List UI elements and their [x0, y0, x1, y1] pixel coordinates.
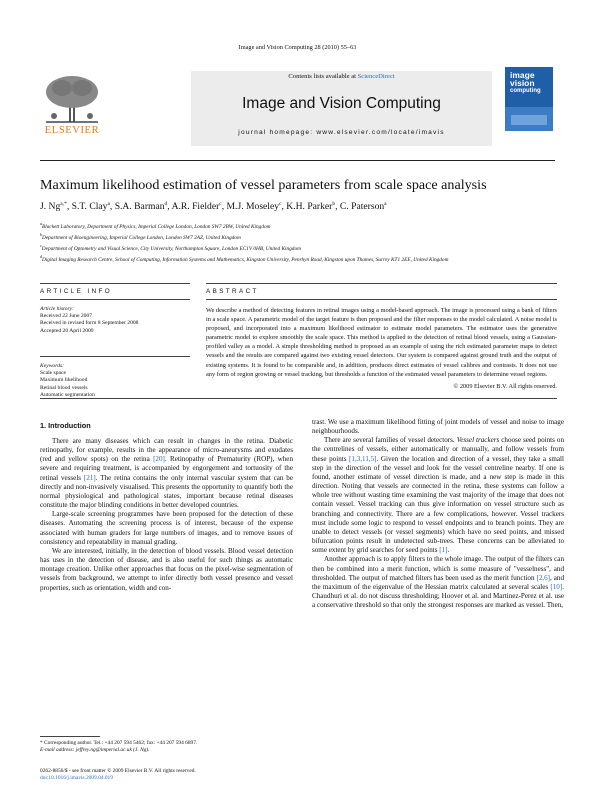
keyword: Maximum likelihood — [40, 377, 88, 384]
abstract-rule-2 — [206, 299, 557, 300]
keyword: Retinal blood vessels — [40, 384, 88, 391]
doi-link[interactable]: doi:10.1016/j.imavis.2009.04.019 — [40, 775, 113, 782]
keywords-title: Keywords: — [40, 363, 65, 369]
journal-title: Image and Vision Computing — [242, 95, 441, 112]
elsevier-wordmark: ELSEVIER — [44, 125, 100, 136]
affiliation-mark: a — [40, 221, 42, 226]
article-info-rule-2 — [40, 299, 190, 300]
author-affiliation-mark[interactable]: b — [332, 201, 336, 207]
body-paragraph: We are interested, initially, in the detection of blood vessels. Blood vessel detection has uses in the detection of disease, and is also useful for such things as automatic montage creation. Unlike other approaches that focus on the pixel-wise segmentation of vessels from background, we attempt to infer directly both vessel presence and vessel properties, such as orientation, width and con- — [40, 546, 293, 592]
body-paragraph: Large-scale screening programmes have been proposed for the detection of these diseases. Automating the screening process is of interest, because of the expense associated with human graders for large numbers of images, and to remove issues of consistency and repeatability in manual grading. — [40, 510, 293, 546]
body-paragraph: There are many diseases which can result in changes in the retina. Diabetic retinopathy, for example, results in the appearance of micro-aneurysms and exudates (red and yellow spots) on the retina [20]. Retinopathy of Prematurity (ROP), when severe and requiring treatment, is accompanied by engorgement and tortuosity of the retinal vessels [21]. The retina contains the only internal vascular system that can be directly and non-invasively visualised. This presents the opportunity to quantify both the normal physiological and pathological states, important because retinal diseases constitute the major blinding conditions in better developed countries. — [40, 437, 293, 510]
author-affiliation-mark[interactable]: c — [219, 201, 222, 207]
copyright-notice: © 2009 Elsevier B.V. All rights reserved. — [453, 383, 557, 390]
affiliation-mark: c — [40, 242, 42, 248]
journal-homepage[interactable]: journal homepage: www.elsevier.com/locate/imavis — [238, 129, 445, 136]
author-name: S.T. Clay — [71, 201, 108, 213]
body-paragraph: There are several families of vessel detectors. Vessel trackers choose seed points on the centrelines of vessels, either automatically or manually, and follow vessels from these points [1,3,11,5]. Given the location and direction of a vessel, they take a small step in the direction of the vessel and look for the vessel centreline nearby. If one is found, another estimate of vessel direction is made, and a new step is made in this direction. Noting that vessels are connected in the retina, these systems can follow a whole tree without wasting time examining the vast majority of the image that does not contain vessel. Vessel tracking can thus give information on vessel structure such as branching and connectivity. There are a few complications, however. Vessel trackers must include some logic to respond to vessel endpoints and to branch points. They are unable to detect vessels (or vessel segments) which have no seed points, and missed bifurcation points result in undetected sub-trees. These concerns can be alleviated to some extent by grid searches for seed points [1]. — [312, 436, 564, 555]
keyword: Scale space — [40, 370, 66, 377]
corresponding-author-note: * Corresponding author. Tel.: +44 207 594 5462; fax: +44 207 594 6897. — [40, 740, 198, 746]
affiliation-mark: d — [40, 253, 42, 259]
sciencedirect-link[interactable]: ScienceDirect — [357, 73, 395, 80]
abstract-text: We describe a method of detecting features in retinal images using a model-based approach. The image is processed using a bank of filters in a scale space. A parametric model of the target feature is then proposed and the filter responses to the model calculated. A noise model is proposed, and incorporated into a maximum likelihood estimator to estimate model parameters. The estimator uses the generative parametric model to explore smoothly the scale space. This method is applied to the detection of retinal blood vessels, using a Gaussian-profiled valley as a model. A simple thresholding method is proposed as an example of using the rich estimated parameter maps to detect vessels and the results are compared against two existing vessel detectors. Our system is compared against ground truth and the output of existing systems. It is found to be comparable and, in addition, produces direct estimates of vessel calibres and contrasts. It does not use any form of region growing or vessel tracking, but thresholds a function of the estimated vessel parameters to determine vessel regions. — [206, 307, 557, 378]
author-name: A.R. Fielder — [171, 201, 220, 213]
article-history-title: Article history: — [40, 306, 75, 312]
author-name: J. Ng — [40, 201, 61, 213]
body-column-left — [40, 437, 293, 593]
cover-title-line-1: image — [510, 70, 535, 80]
issn-block — [40, 768, 340, 782]
cover-title-line-3: computing — [510, 88, 541, 94]
affiliation: $^d$Digital Imaging Research Centre, School of Computing, Information Systems and Mathematics, Kingston University, Penrhyn Road, Kingston upon Thames, Surrey KT1 2EE, United Kingdom — [40, 253, 449, 263]
journal-reference: Image and Vision Computing 28 (2010) 55–63 — [238, 44, 357, 51]
body-paragraph: Another approach is to apply filters to the whole image. The output of the filters can then be combined into a merit function, which is some measure of "vesselness", and thresholded. The output of matched filters has been used as the merit function [2,6], and the maximum of the eigenvalue of the Hessian matrix calculated at several scales [10]. Chaudhuri et al. do not discuss thresholding; Hoover et al. and Martinez-Perez et al. use a conservative threshold so that only the strongest responses are marked as vessel. Then, — [312, 555, 564, 610]
elsevier-tree-icon — [40, 72, 104, 124]
section-heading-introduction: 1. Introduction — [40, 421, 91, 430]
citation-link[interactable]: [21] — [83, 473, 96, 482]
author-name: C. Paterson — [339, 201, 385, 213]
history-received: Received 22 June 2007 — [40, 313, 93, 320]
contents-prefix: Contents lists available at — [288, 73, 358, 80]
abstract-label: ABSTRACT — [206, 288, 259, 295]
citation-link[interactable]: [1,3,11,5] — [349, 454, 377, 463]
keyword: Automatic segmentation — [40, 391, 95, 398]
header-rule — [40, 160, 555, 161]
author-affiliation-mark[interactable]: d — [164, 201, 168, 207]
cover-inset — [511, 115, 547, 125]
affiliation: $^b$Department of Bioengineering, Imperial College London, London SW7 2AZ, United Kingdom — [40, 231, 241, 241]
issn-line: 0262-8856/$ - see front matter © 2009 Elsevier B.V. All rights reserved. — [40, 768, 196, 774]
author-list: J. $Ng^{a,*}$, S.T. Clay$^a$, S.A. Barman$^d$, A.R. Fielder$^c$, M.J. Moseley$^c$, K.H. Parker$^b$, C. Paterson$^a$ — [40, 201, 387, 213]
body-paragraph: trast. We use a maximum likelihood fitting of joint models of vessel and noise to image neighbourhoods. — [312, 418, 564, 436]
author-affiliation-mark[interactable]: a — [107, 201, 110, 207]
article-info-rule — [40, 283, 190, 284]
cover-title-line-2: vision — [510, 78, 535, 88]
history-revised: Received in revised form 8 September 2008 — [40, 320, 139, 327]
affiliation: $^a$Blackett Laboratory, Department of Physics, Imperial College London, London SW7 2BW, United Kingdom — [40, 221, 271, 230]
affiliation-list — [40, 220, 555, 264]
email-note[interactable]: E-mail address: jeffrey.ng@imperial.ac.uk (J. Ng). — [40, 747, 150, 754]
paper-title: Maximum likelihood estimation of vessel parameters from scale space analysis — [40, 177, 487, 193]
affiliation: $^c$Department of Optometry and Visual Science, City University, Northampton Square, London EC1V 0HB, United Kingdom — [40, 242, 301, 252]
body-column-right — [312, 418, 564, 610]
contents-line — [191, 73, 492, 80]
term-vessel-trackers: Vessel trackers — [456, 436, 500, 445]
author-name: S.A. Barman — [114, 201, 165, 213]
footnote-rule — [40, 736, 100, 737]
article-info-label: ARTICLE INFO — [40, 288, 113, 295]
citation-link[interactable]: [20] — [153, 455, 165, 464]
abstract-rule — [206, 283, 557, 284]
affiliation-mark: b — [40, 231, 42, 237]
history-accepted: Accepted 20 April 2009 — [40, 327, 94, 334]
author-name: K.H. Parker — [286, 201, 333, 213]
keywords-rule — [40, 356, 190, 357]
citation-link[interactable]: [2,6] — [536, 573, 551, 582]
author-affiliation-mark[interactable]: a — [384, 201, 387, 207]
journal-cover-image — [505, 67, 553, 131]
article-history — [40, 306, 190, 335]
author-name: M.J. Moseley — [226, 201, 280, 213]
footnotes — [40, 740, 300, 754]
keywords — [40, 363, 190, 399]
front-matter-rule — [40, 398, 557, 399]
author-affiliation-mark[interactable]: c — [279, 201, 282, 207]
citation-link[interactable]: [1] — [439, 546, 448, 555]
citation-link[interactable]: [10] — [550, 582, 563, 591]
author-affiliation-mark[interactable]: a,* — [60, 201, 67, 207]
